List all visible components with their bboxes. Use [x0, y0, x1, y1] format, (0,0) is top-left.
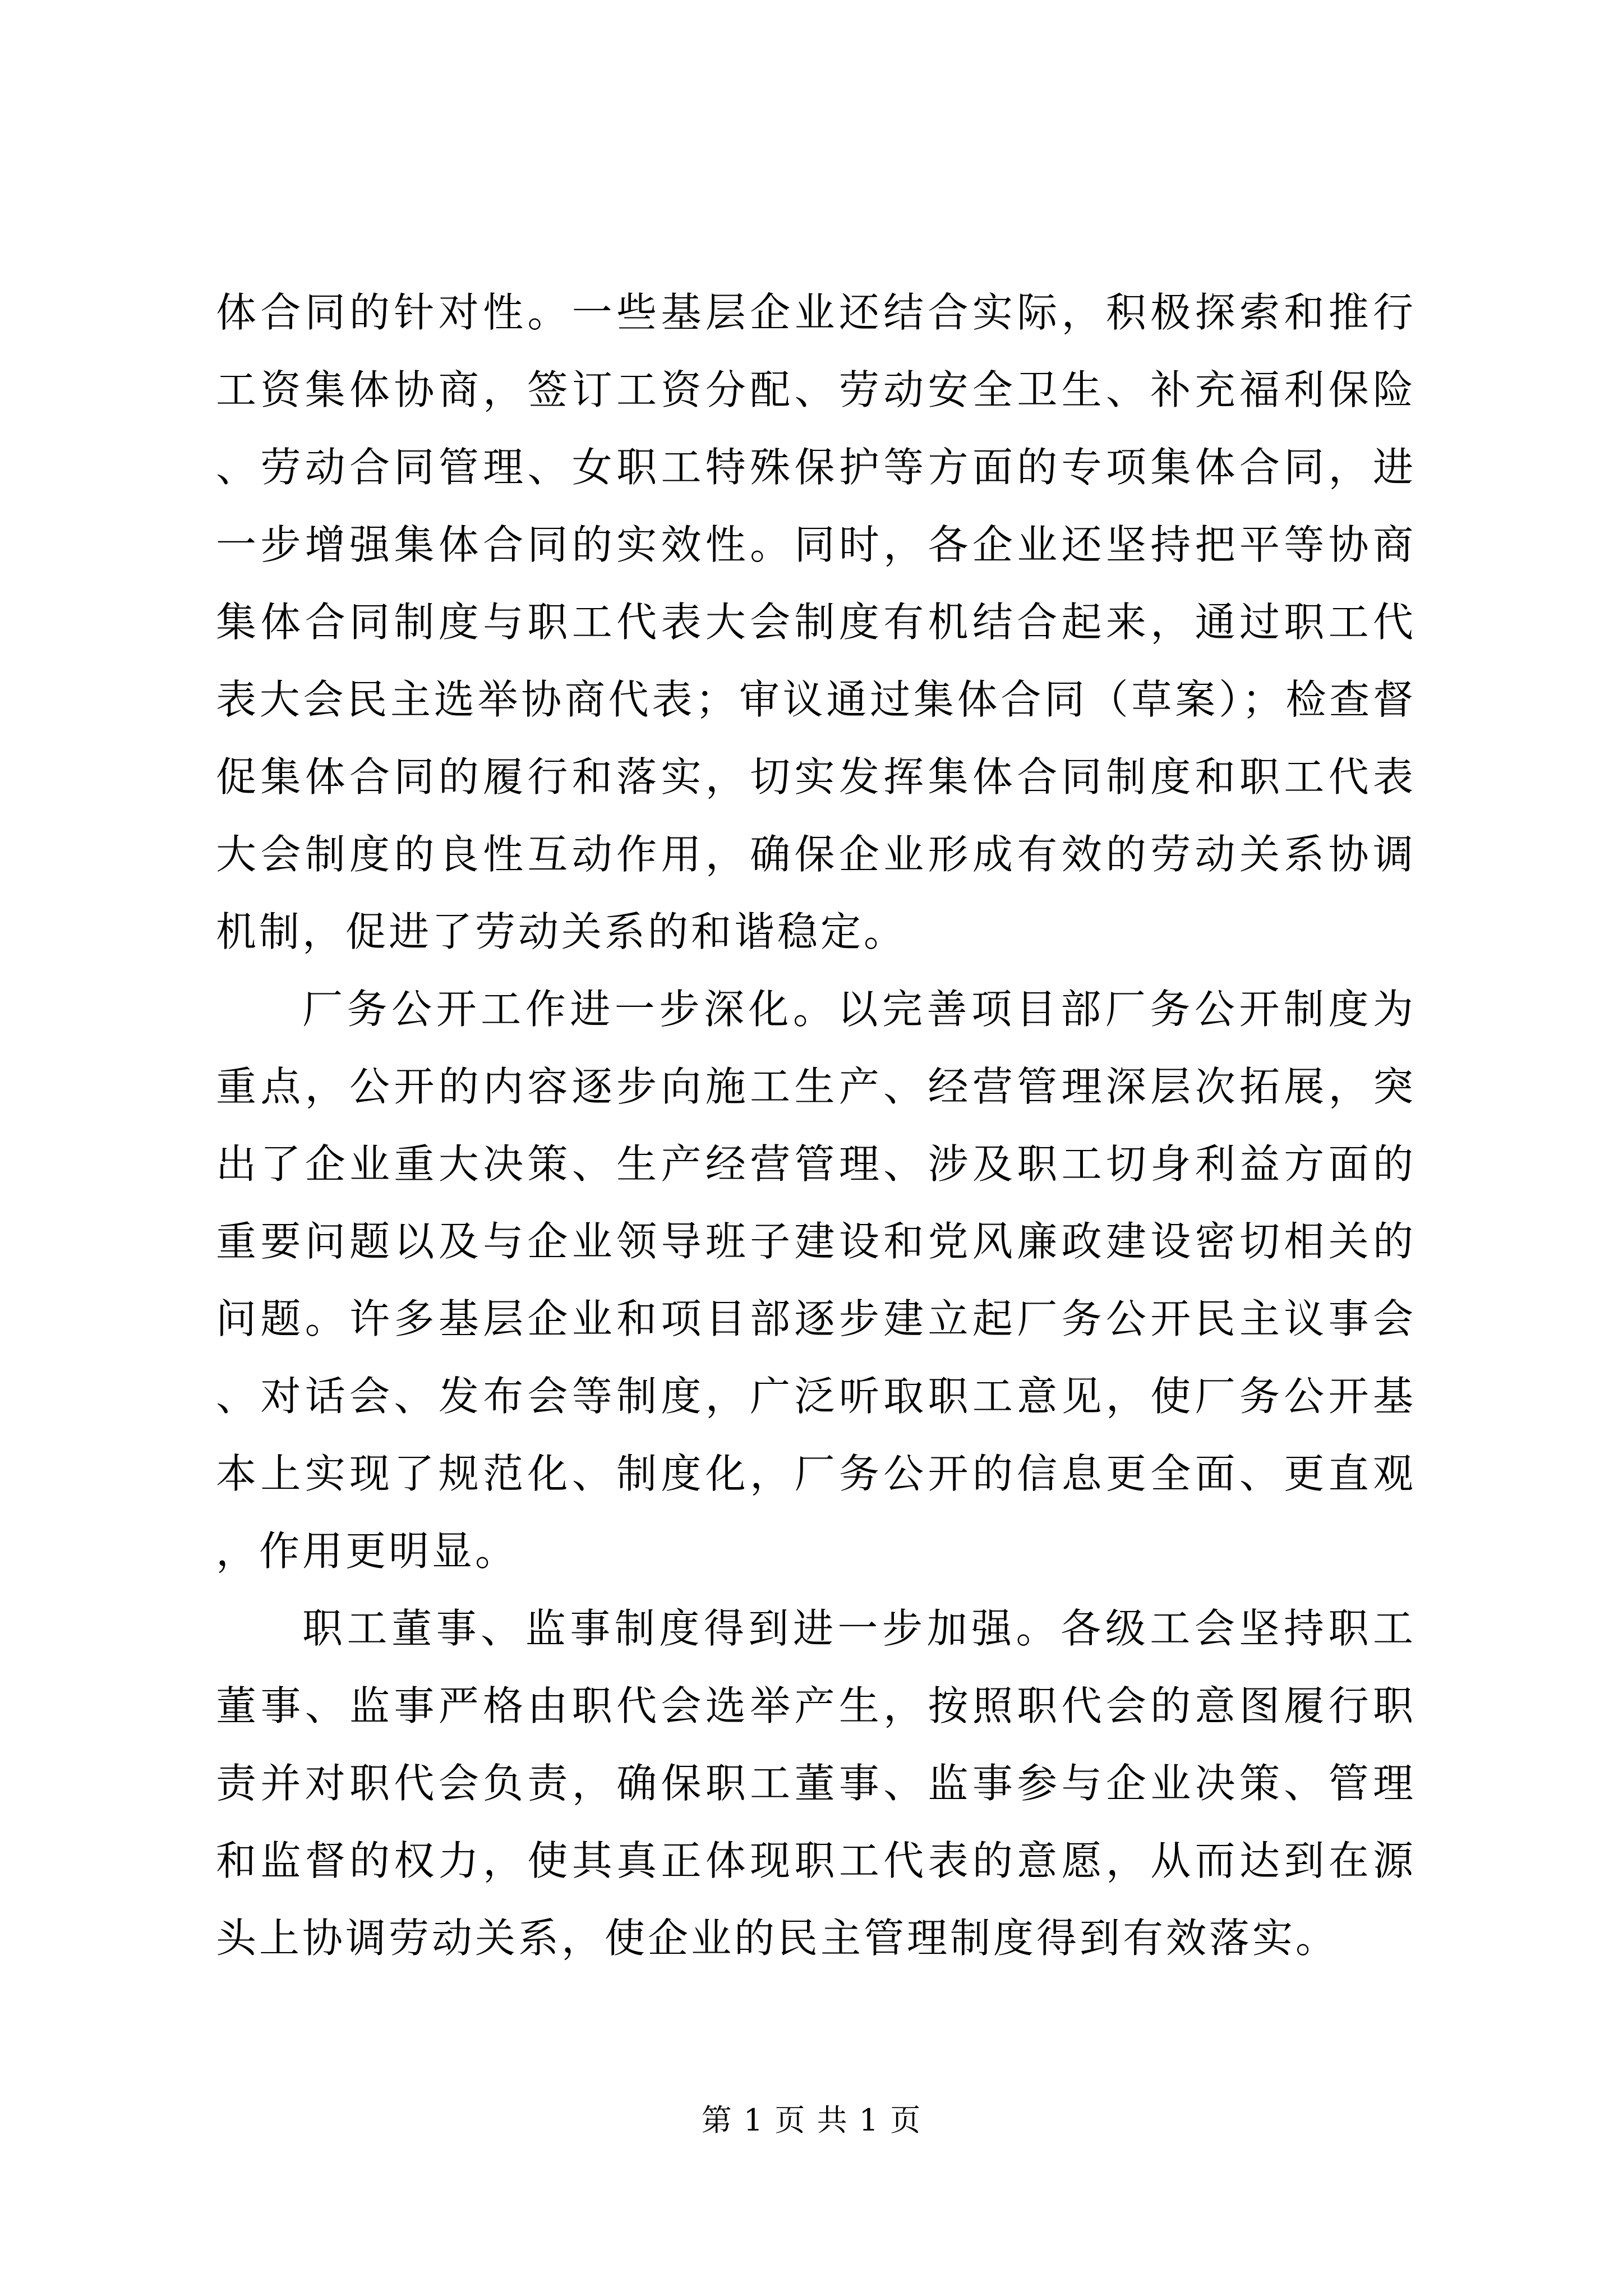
page-footer — [0, 2101, 1623, 2140]
page-number-label: 第 1 页 共 1 页 — [701, 2102, 922, 2138]
document-body — [216, 274, 1416, 1977]
paragraph-collective-contract: 体合同的针对性。一些基层企业还结合实际，积极探索和推行工资集体协商，签订工资分配、劳动安全卫生、补充福利保险、劳动合同管理、女职工特殊保护等方面的专项集体合同，进一步增强集体合同的实效性。同时，各企业还坚持把平等协商集体合同制度与职工代表大会制度有机结合起来，通过职工代表大会民主选举协商代表；审议通过集体合同（草案）；检查督促集体合同的履行和落实，切实发挥集体合同制度和职工代表大会制度的良性互动作用，确保企业形成有效的劳动关系协调机制，促进了劳动关系的和谐稳定。 — [216, 289, 1416, 955]
paragraph-factory-affairs-disclosure: 厂务公开工作进一步深化。以完善项目部厂务公开制度为重点，公开的内容逐步向施工生产、经营管理深层次拓展，突出了企业重大决策、生产经营管理、涉及职工切身利益方面的重要问题以及与企业领导班子建设和党风廉政建设密切相关的问题。许多基层企业和项目部逐步建立起厂务公开民主议事会、对话会、发布会等制度，广泛听取职工意见，使厂务公开基本上实现了规范化、制度化，厂务公开的信息更全面、更直观，作用更明显。 — [216, 986, 1416, 1575]
paragraph-employee-directors-supervisors: 职工董事、监事制度得到进一步加强。各级工会坚持职工董事、监事严格由职代会选举产生，按照职代会的意图履行职责并对职代会负责，确保职工董事、监事参与企业决策、管理和监督的权力，使其真正体现职工代表的意愿，从而达到在源头上协调劳动关系，使企业的民主管理制度得到有效落实。 — [216, 1605, 1416, 1962]
